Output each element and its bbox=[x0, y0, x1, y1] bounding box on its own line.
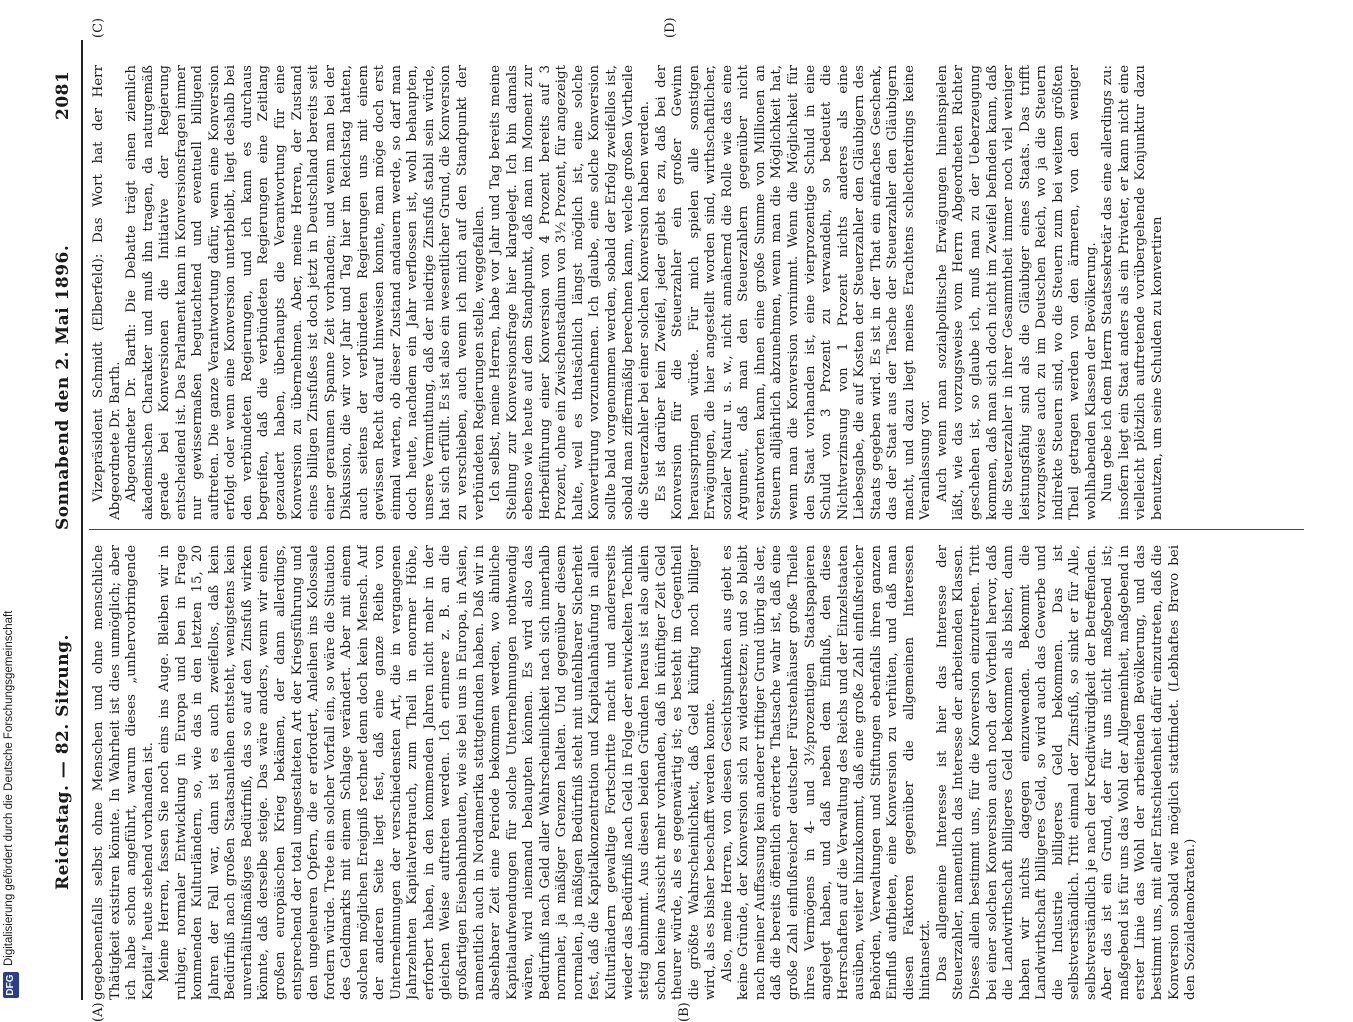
paragraph: Auch wenn man sozialpolitische Erwägungen hineinspielen läßt, wie das vorzugsweise vom Herrn Abgeordneten Richter geschehen ist, so glaube ich, muß man zu der Ueberzeugung kommen, daß man sich doch nicht im Zweifel befinden kann, daß die Steuerzahler in ihrer Gesammtheit immer noch viel weniger leistungsfähig sind als die Gläubiger eines Staats. Das trifft vorzugsweise auch zu im Deutschen Reich, wo ja die Steuern indirekte Steuern sind, wo die Steuern zum bei weitem größten Theil getragen werden von den ärmeren, von den weniger wohlhabenden Klassen der Bevölkerung. bbox=[934, 65, 1099, 520]
header-date: Sonnabend den 2. Mai 1896. bbox=[53, 244, 73, 530]
margin-mark-b: (B) bbox=[677, 1002, 692, 1022]
margin-mark-d: (D) bbox=[663, 17, 678, 38]
header-rule bbox=[81, 40, 83, 1000]
paragraph: Also, meine Herren, von diesen Gesichtspunkten aus giebt es keine Gründe, der Konversion sich zu widersetzen; und so bleibt nach meiner Auffassung kein anderer triftiger Grund übrig als der, daß die bereits öffentlich erörterte Thatsache wahr ist, daß eine große Zahl einflußreicher deutscher Fürstenhäuser große Theile ihres Vermögens in 4- und 3½prozentigen Staatspapieren angelegt haben, und daß neben dem Einfluß, den diese Herrschaften auf die Verwaltung des Reichs und der Einzelstaaten ausüben, weiter hinzukommt, daß eine große Zahl einflußreicher Behörden, Verwaltungen und Stiftungen ebenfalls ihren ganzen Einfluß aufbieten, eine Konversion zu verhüten, und daß man diesen Faktoren gegenüber die allgemeinen Interessen hintansetzt. bbox=[719, 545, 934, 1000]
paragraph: Nun gebe ich dem Herrn Staatssekretär das eine allerdings zu: insofern liegt ein Staat anders als ein Privater, er kann nicht eine vielleicht plötzlich auftretende vorübergehende Konjunktur dazu benutzen, um seine Schulden zu konvertiren bbox=[1100, 65, 1165, 520]
page-header bbox=[53, 40, 75, 1000]
margin-mark-c: (C) bbox=[91, 17, 106, 38]
paragraph: gegebenenfalls selbst ohne Menschen und ohne menschliche Thätigkeit existiren könnte. In Wahrheit ist dies unmöglich; aber ich habe schon angeführt, warum dieses „unhervorbringende Kapital“ heute stehend vorhanden ist. bbox=[91, 545, 156, 1000]
right-text-column bbox=[91, 65, 1301, 520]
paragraph: Ich selbst, meine Herren, habe vor Jahr und Tag bereits meine Stellung zur Konversionsfrage hier klargelegt. Ich bin damals ebenso wie heute auf dem Standpunkt, daß man im Moment zur Herbeiführung einer Konversion von 4 Prozent bereits auf 3 Prozent, ohne ein Zwischenstadium von 3½ Prozent, für angezeigt halte, weil es thatsächlich längst möglich ist, eine solche Konvertirung vorzunehmen. Ich glaube, eine solche Konversion sollte bald vorgenommen werden, sobald der Erfolg zweifellos ist, sobald man ziffermäßig berechnen kann, welche großen Vortheile die Steuerzahler bei einer solchen Konversion haben werden. bbox=[488, 65, 653, 520]
page-number: 2081 bbox=[53, 70, 73, 120]
header-session: Reichstag. — 82. Sitzung. bbox=[53, 634, 73, 890]
column-divider bbox=[89, 529, 1304, 530]
digitization-credit-bar bbox=[0, 0, 22, 1000]
digitization-credit: Digitalisierung gefördert durch die Deutsche Forschungsgemeinschaft bbox=[3, 610, 15, 966]
paragraph: Vizepräsident Schmidt (Elberfeld): Das Wort hat der Herr Abgeordnete Dr. Barth. bbox=[91, 65, 123, 520]
dfg-logo: DFG bbox=[3, 972, 19, 998]
left-text-column bbox=[91, 545, 1301, 1000]
paragraph: Das allgemeine Interesse ist hier das Interesse der Steuerzahler, namentlich das Interesse der arbeitenden Klassen. Dieses allein bestimmt uns, für die Konversion einzutreten. Tritt bei einer solchen Konversion auch noch der Vortheil hervor, daß die Landwirthschaft billigeres Geld bekommen als bisher, dann haben wir nichts dagegen einzuwenden. Bekommt die Landwirthschaft billigeres Geld, so wird auch das Gewerbe und die Industrie billigeres Geld bekommen. Das ist selbstverständlich. Tritt einmal der Zinsfuß, so sinkt er für Alle, selbstverständlich je nach der Kreditwürdigkeit der Betreffenden. Aber das ist ein Grund, der für uns nicht maßgebend ist; maßgebend ist für uns das Wohl der Allgemeinheit, maßgebend in erster Linie das Wohl der arbeitenden Bevölkerung, und das bestimmt uns, mit aller Entschiedenheit dafür einzutreten, daß die Konversion sobald wie möglich stattfindet. (Lebhaftes Bravo bei den Sozialdemokraten.) bbox=[934, 545, 1199, 1000]
rotated-document-page bbox=[53, 17, 1313, 1022]
paragraph: Meine Herren, fassen Sie noch eins ins Auge. Bleiben wir in ruhiger, normaler Entwicklung in Europa und ben in Frage kommenden Kulturländern, so, wie das in den letzten 15, 20 Jahren der Fall war, dann ist es auch zweifellos, daß kein Bedürfniß nach großen Staatsanleihen entsteht, wenigstens kein unverhältnißmäßiges Bedürfniß, das so auf den Zinsfuß wirken könnte, daß derselbe steige. Das wäre anders, wenn wir einen großen europäischen Krieg bekämen, der dann allerdings, entsprechend der total umgestalteten Art der Kriegsführung und den ungeheuren Opfern, die er erfordert, Anleihen ins Kolossale fordern würde. Trete ein solcher Vorfall ein, so wäre die Situation des Geldmarkts mit einem Schlage verändert. Aber mit einem solchen möglichen Ereigniß rechnet denn doch kein Mensch. Auf der anderen Seite liegt fest, daß eine ganze Reihe von Unternehmungen der verschiedensten Art, die in vergangenen Jahrzehnten Kapitalverbrauch, zum Theil in enormer Höhe, erforbert haben, in den kommenden Jahren nicht mehr in der gleichen Weise auftreten werden. Ich erinnere z. B. an die großartigen Eisenbahnbauten, wie sie bei uns in Europa, in Asien, namentlich auch in Nordamerika stattgefunden haben. Daß wir in absehbarer Zeit eine Periode bekommen werden, wo ähnliche Kapitalaufwendungen für solche Unternehmungen nothwendig wären, wird niemand behaupten können. Es wird also das Bedürfniß nach Geld aller Wahrscheinlichkeit nach sich innerhalb normaler, ja mäßiger Grenzen halten. Und gegenüber diesem normalen, ja mäßigen Bedürfniß steht mit unfehlbarer Sicherheit fest, daß die Kapitalkonzentration und Kapitalanhäufung in allen Kulturländern gewaltige Fortschritte macht und andererseits wieder das Bedürfniß nach Geld in Folge der entwickelten Technik stetig abnimmt. Aus diesen beiden Gründen heraus ist also allein schon keine Aussicht mehr vorhanden, daß in künftiger Zeit Geld theurer würde, als es gegenwärtig ist; es besteht im Gegentheil die größte Wahrscheinlichkeit, daß Geld künftig noch billiger wird, als es bisher beschafft werden konnte. bbox=[157, 545, 719, 1000]
paragraph: Abgeordneter Dr. Barth: Die Debatte trägt einen ziemlich akademischen Charakter und muß ihn tragen, da naturgemäß gerade bei Konversionen die Initiative der Regierung entscheidend ist. Das Parlament kann in Konversionsfragen immer nur gewissermaßen begutachtend und eventuell billigend auftreten. Die ganze Verantwortung dafür, wenn eine Konversion erfolgt oder wenn eine Konversion unterbleibt, liegt deshalb bei den verbündeten Regierungen, und ich kann es durchaus begreifen, daß die verbündeten Regierungen eine Zeitlang gezaudert haben, überhaupts die Verantwortung für eine Konversion zu übernehmen. Aber, meine Herren, der Zustand eines billigen Zinsfußes ist doch jetzt in Deutschland bereits seit einer geraumen Spanne Zeit vorhanden; und wenn man bei der Diskussion, die wir vor Jahr und Tag hier im Reichstag hatten, auch seitens der verbündeten Regierungen uns mit einem gewissen Recht darauf hinweisen konnte, man möge doch erst einmal warten, ob dieser Zustand andauern werde, so darf man doch heute, nachdem ein Jahr verflossen ist, wohl behaupten, unsere Vermuthung, daß der niedrige Zinsfuß stabil sein würde, hat sich erfüllt. Es ist also ein wesentlicher Grund, die Konversion zu verschieben, auch wenn ich mich auf den Standpunkt der verbündeten Regierungen stelle, weggefallen. bbox=[124, 65, 487, 520]
paragraph: Es ist darüber kein Zweifel, jeder giebt es zu, daß bei der Konversion für die Steuerzahler ein großer Gewinn herausspringen würde. Für mich spielen alle sonstigen Erwägungen, die hier angestellt worden sind, wirthschaftlicher, sozialer Natur u. s. w., nicht annähernd die Rolle wie das eine Argument, daß man den Steuerzahlern gegenüber nicht verantworten kann, ihnen eine große Summe von Millionen an Steuern alljährlich abzunehmen, wenn man die Möglichkeit hat, wenn man die Konversion vornimmt. Wenn die Möglichkeit für den Staat vorhanden ist, eine vierprozentige Schuld in eine Schuld von 3 Prozent zu verwandeln, so bedeutet die Nichtverzinsung von 1 Prozent nichts anderes als eine Liebesgabe, die auf Kosten der Steuerzahler den Gläubigern des Staats gegeben wird. Es ist in der That ein einfaches Geschenk, das der Staat aus der Tasche der Steuerzahler den Gläubigern macht, und dazu liegt meines Erachtens schlechterdings keine Veranlassung vor. bbox=[653, 65, 934, 520]
margin-mark-a: (A) bbox=[91, 1002, 106, 1022]
